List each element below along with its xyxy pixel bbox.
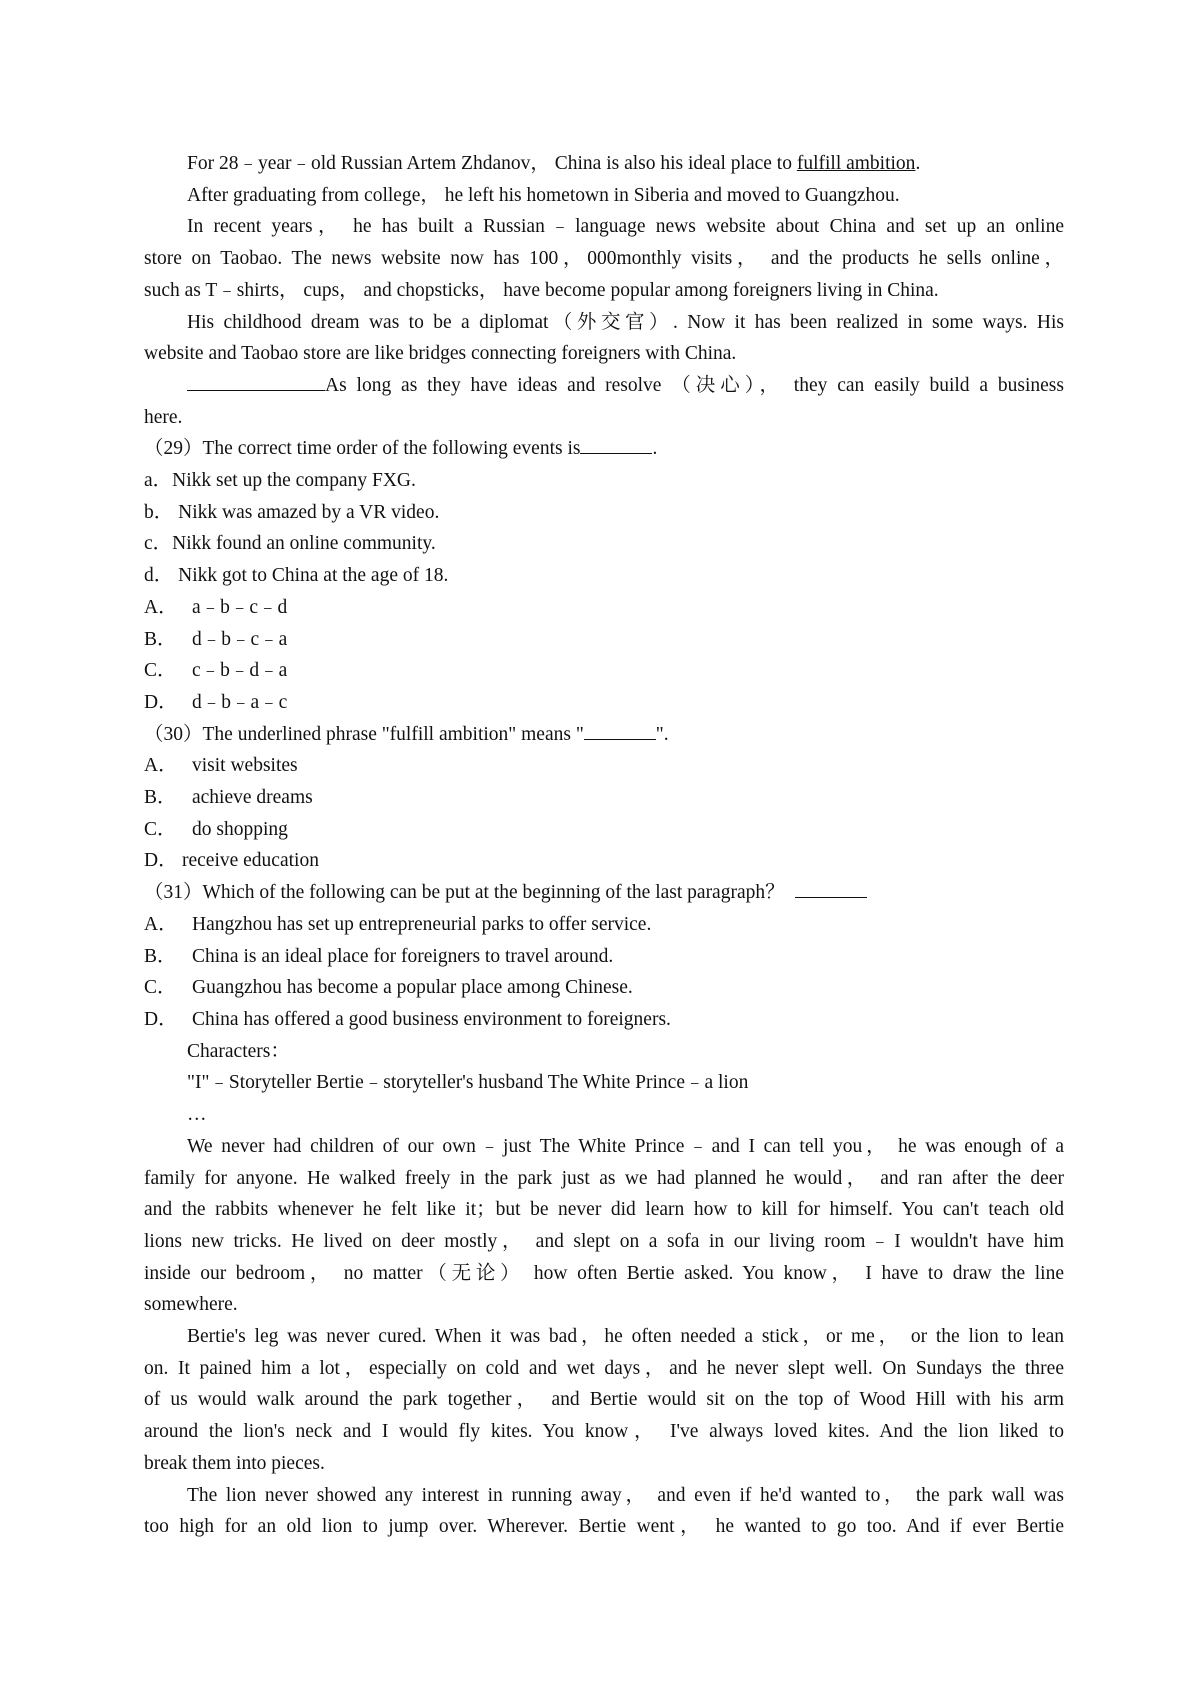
answer-option[interactable] <box>144 750 1064 782</box>
answer-option[interactable] <box>144 592 1064 624</box>
option-label: C． <box>144 660 177 682</box>
option-text: visit websites <box>192 755 298 777</box>
option-label: A． <box>144 913 178 935</box>
passage-line: such as T﹣shirts， cups， and chopsticks， have become popular among foreigners living in China. <box>144 279 939 301</box>
option-label: A． <box>144 755 178 777</box>
story-line: somewhere. <box>144 1294 238 1316</box>
question-stem <box>144 719 1064 751</box>
story-line: Bertie's leg was never cured. When it was bad，he often needed a stick，or me， or the lion to lean <box>187 1326 1064 1348</box>
passage-line: His childhood dream was to be a diplomat（外交官）. Now it has been realized in some ways. His <box>187 311 1064 333</box>
passage-line: here. <box>144 406 183 428</box>
answer-option[interactable] <box>144 1004 1064 1036</box>
story-line: The lion never showed any interest in running away， and even if he'd wanted to， the park wall was <box>187 1484 1064 1506</box>
passage-line: In recent years， he has built a Russian﹣language news website about China and set up an online <box>187 216 1064 238</box>
answer-blank[interactable] <box>187 372 325 391</box>
answer-option[interactable] <box>144 972 1064 1004</box>
passage-paragraph: After graduating from college， he left his hometown in Siberia and moved to Guangzhou. <box>187 184 900 206</box>
answer-option[interactable] <box>144 909 1064 941</box>
answer-option[interactable] <box>144 624 1064 656</box>
question-stem <box>144 877 1064 909</box>
option-label: A． <box>144 596 178 618</box>
story-line: inside our bedroom， no matter（无论） how often Bertie asked. You know， I have to draw the line <box>144 1262 1064 1284</box>
characters-heading: Characters： <box>187 1040 290 1062</box>
option-text: a﹣b﹣c﹣d <box>192 596 288 618</box>
question-29-text: （29）The correct time order of the following events is <box>144 438 581 460</box>
option-text: China has offered a good business environment to foreigners. <box>192 1008 671 1030</box>
story-line: around the lion's neck and I would fly kites. You know， I've always loved kites. And the lion liked to <box>144 1421 1064 1443</box>
option-text: Guangzhou has become a popular place among Chinese. <box>192 977 633 999</box>
answer-option[interactable] <box>144 782 1064 814</box>
passage-text: As long as they have ideas and resolve （决心）， they can easily build a business <box>325 374 1064 396</box>
story-line: and the rabbits whenever he felt like it；but be never did learn how to kill for himself. You can't teach old <box>144 1199 1064 1221</box>
story-line: break them into pieces. <box>144 1452 325 1474</box>
answer-option[interactable] <box>144 814 1064 846</box>
ellipsis: … <box>187 1104 207 1126</box>
question-30-text: （30）The underlined phrase "fulfill ambition" means " <box>144 723 584 745</box>
passage-paragraph <box>144 148 1064 180</box>
option-text: Hangzhou has set up entrepreneurial parks to offer service. <box>192 913 652 935</box>
event-item: d． Nikk got to China at the age of 18. <box>144 565 449 587</box>
passage-line <box>144 370 1064 402</box>
characters-list: "I"﹣Storyteller Bertie﹣storyteller's husband The White Prince﹣a lion <box>187 1072 749 1094</box>
question-31-text: （31）Which of the following can be put at the beginning of the last paragraph？ <box>144 882 785 904</box>
question-29-end: . <box>652 438 658 460</box>
event-item: c．Nikk found an online community. <box>144 533 436 555</box>
passage-line: store on Taobao. The news website now has 100，000monthly visits， and the products he sells online， <box>144 248 1064 270</box>
passage-line: website and Taobao store are like bridges connecting foreigners with China. <box>144 343 737 365</box>
option-label: C． <box>144 818 177 840</box>
option-text: d﹣b﹣c﹣a <box>192 628 288 650</box>
option-label: B． <box>144 787 177 809</box>
option-text: achieve dreams <box>192 787 313 809</box>
option-text: receive education <box>182 850 319 872</box>
option-label: D． <box>144 1008 178 1030</box>
event-item: a．Nikk set up the company FXG. <box>144 470 416 492</box>
answer-blank[interactable] <box>795 879 867 898</box>
story-line: family for anyone. He walked freely in the park just as we had planned he would， and ran after the deer <box>144 1167 1064 1189</box>
option-label: B． <box>144 945 177 967</box>
passage-text: For 28﹣year﹣old Russian Artem Zhdanov， China is also his ideal place to <box>187 153 797 174</box>
story-line: too high for an old lion to jump over. Wherever. Bertie went， he wanted to go too. And if ever Bertie <box>144 1516 1064 1538</box>
story-line: lions new tricks. He lived on deer mostly， and slept on a sofa in our living room﹣I wouldn't have him <box>144 1230 1064 1252</box>
option-text: d﹣b﹣a﹣c <box>192 691 288 713</box>
question-30-end: ". <box>655 723 669 745</box>
answer-blank[interactable] <box>584 721 656 740</box>
story-line: of us would walk around the park together， and Bertie would sit on the top of Wood Hill with his arm <box>144 1389 1064 1411</box>
option-text: China is an ideal place for foreigners to travel around. <box>192 945 614 967</box>
answer-option[interactable] <box>144 655 1064 687</box>
story-line: We never had children of our own﹣just The White Prince﹣and I can tell you， he was enough of a <box>187 1135 1064 1157</box>
option-text: do shopping <box>192 818 288 840</box>
option-label: D． <box>144 850 178 872</box>
event-item: b． Nikk was amazed by a VR video. <box>144 501 440 523</box>
answer-option[interactable] <box>144 941 1064 973</box>
option-label: C． <box>144 977 177 999</box>
passage-text: . <box>915 153 921 174</box>
option-text: c﹣b﹣d﹣a <box>192 660 288 682</box>
underlined-phrase: fulfill ambition <box>796 153 916 174</box>
answer-blank[interactable] <box>580 435 652 454</box>
answer-option[interactable] <box>144 845 1064 877</box>
option-label: B． <box>144 628 177 650</box>
question-stem <box>144 433 1064 465</box>
option-label: D． <box>144 691 178 713</box>
answer-option[interactable] <box>144 687 1064 719</box>
story-line: on. It pained him a lot，especially on cold and wet days，and he never slept well. On Sundays the three <box>144 1357 1064 1379</box>
document-body <box>144 148 1064 1543</box>
